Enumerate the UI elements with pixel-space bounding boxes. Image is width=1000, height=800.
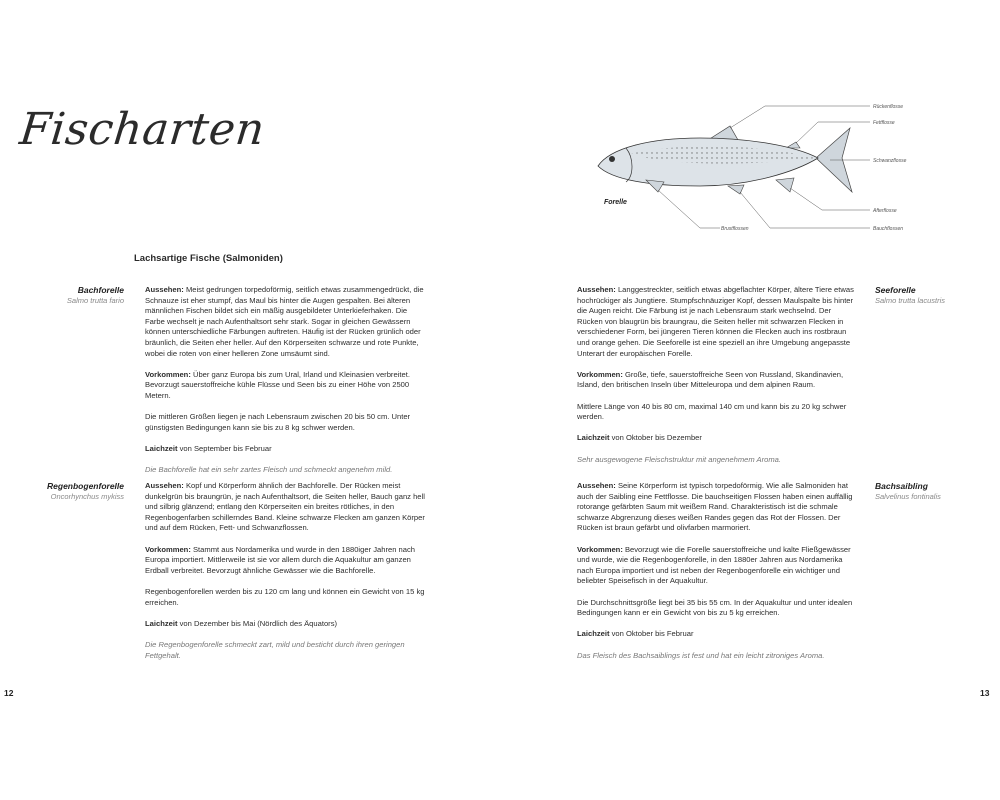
aussehen-paragraph: [145, 285, 425, 359]
vorkommen-text: Große, tiefe, sauerstoffreiche Seen von Russland, Skandinavien, Island, den britischen Inseln über Mitteleuropa und dem alpinen Raum.: [577, 369, 844, 390]
taste-note: Sehr ausgewogene Fleischstruktur mit angenehmem Aroma.: [577, 454, 782, 464]
species-label-regenbogenforelle: [14, 481, 124, 502]
aussehen-label: Aussehen:: [145, 285, 184, 294]
vorkommen-paragraph: [577, 370, 857, 391]
aussehen-label: Aussehen:: [145, 481, 184, 490]
laichzeit-label: Laichzeit: [145, 618, 178, 628]
trout-diagram: [590, 96, 920, 236]
species-name: Bachsaibling: [875, 481, 928, 491]
trout-illustration: [598, 126, 852, 194]
aussehen-text: Langgestreckter, seitlich etwas abgeflachter Körper, ältere Tiere etwas hochrückiger als Jungtiere. Stumpfschnäuziger Kopf, dessen Maulspalte bis hinter die Augen reicht. Die Färbung ist je nach Lebensraum stark wechselnd. Der Rücken von blaugrün bis braungrau, die Seiten heller mit schwarzen Flecken in verschiedener Form, bei jüngeren Tieren können die Flecken auch ins rostbraun und orange gehen. Die Seeforelle ist eine speziell an ihre Umgebung angepasste Unterart der europäischen Forelle.: [577, 285, 854, 358]
vorkommen-text: Bevorzugt wie die Forelle sauerstoffreiche und kalte Fließgewässer und wurde, wie die Regenbogenforelle, in den 1880er Jahren aus Nordamerika nach Europa importiert und ist neben der Regenbogenforelle ein wichtiger und beliebter Speisefisch in der Aquakultur.: [577, 544, 851, 586]
vorkommen-paragraph: [145, 545, 425, 577]
laichzeit-text: von September bis Februar: [177, 443, 272, 453]
laichzeit-text: von Oktober bis Dezember: [609, 433, 702, 443]
diagram-fish-name: Forelle: [604, 199, 627, 206]
page-number-left: 12: [4, 688, 14, 698]
laichzeit-paragraph: [145, 619, 425, 630]
diagram-label-fettflosse: Fettflosse: [873, 120, 895, 126]
species-latin: Salvelinus fontinalis: [875, 492, 941, 501]
taste-note: Das Fleisch des Bachsaiblings ist fest und hat ein leicht zitroniges Aroma.: [577, 650, 825, 660]
vorkommen-text: Über ganz Europa bis zum Ural, Irland und Kleinasien verbreitet. Bevorzugt sauerstoffreiche kühle Flüsse und Seen bis zu einer Höhe von 2500 Metern.: [145, 369, 410, 400]
laichzeit-text: von Dezember bis Mai (Nördlich des Äquators): [177, 618, 338, 628]
laichzeit-label: Laichzeit: [577, 433, 610, 443]
vorkommen-label: Vorkommen:: [145, 544, 191, 554]
vorkommen-label: Vorkommen:: [577, 369, 623, 379]
species-label-seeforelle: [875, 285, 985, 306]
species-label-bachforelle: [14, 285, 124, 306]
diagram-label-afterflosse: Afterflosse: [873, 208, 897, 214]
aussehen-paragraph: [577, 285, 857, 359]
laichzeit-paragraph: [145, 444, 425, 455]
page-title: Fischarten: [17, 104, 268, 155]
species-latin: Salmo trutta fario: [66, 296, 124, 305]
species-text-regenbogenforelle: [145, 481, 425, 672]
laichzeit-label: Laichzeit: [577, 629, 610, 639]
diagram-label-brustflossen: Brustflossen: [721, 226, 749, 232]
groesse-paragraph: Mittlere Länge von 40 bis 80 cm, maximal 140 cm und kann bis zu 20 kg schwer werden.: [577, 401, 847, 422]
vorkommen-text: Stammt aus Nordamerika und wurde in den 1880iger Jahren nach Europa importiert. Mittlerweile ist sie vor allem durch die Aquakultur am ganzen Erdball verbreitet. Bevorzugt ähnliche Gewässer wie die Bachforelle.: [145, 544, 416, 575]
aussehen-label: Aussehen:: [577, 481, 616, 490]
laichzeit-label: Laichzeit: [145, 443, 178, 453]
species-name: Seeforelle: [875, 285, 916, 295]
species-text-seeforelle: [577, 285, 857, 476]
species-name: Bachforelle: [77, 285, 124, 295]
section-title: Lachsartige Fische (Salmoniden): [134, 253, 283, 264]
aussehen-text: Kopf und Körperform ähnlich der Bachforelle. Der Rücken meist dunkelgrün bis braungrün, je nach Aufenthaltsort, die Seiten heller, Bauch ganz hell und silbrig glänzend; entlang den Körperseiten ein breites rötliches, in den Regenbogenfarben schillerndes Band. Kleine schwarze Flecken am ganzen Körper und auf dem Rücken, Fett- und Schwanzflossen.: [145, 481, 425, 533]
aussehen-paragraph: [577, 481, 857, 534]
laichzeit-text: von Oktober bis Februar: [609, 629, 694, 639]
species-name: Regenbogenforelle: [47, 481, 124, 491]
aussehen-text: Meist gedrungen torpedoförmig, seitlich etwas zusammengedrückt, die Schnauze ist eher stumpf, das Maul bis hinter die Augen gespalten. Bei älteren männlichen Fischen bildet sich ein mäßig ausgebildeter Unterkieferhaken. Die Farbe wechselt je nach Aufenthaltsort sehr stark. Sogar in gleichen Gewässern können unterschiedliche Färbungen auftreten. Häufig ist der Rücken grünlich oder bräunlich, die Seiten eher heller. Auf den Körperseiten schwarze und rote Punkte, wobei die roten von einer helleren Zone umsäumt sind.: [145, 285, 424, 358]
taste-note: Die Bachforelle hat ein sehr zartes Fleisch und schmeckt angenehm mild.: [145, 465, 393, 475]
aussehen-text: Seine Körperform ist typisch torpedoförmig. Wie alle Salmoniden hat auch der Saibling eine Fettflosse. Die bauchseitigen Flossen haben einen auffällig rotorange gefärbten Saum mit weißem Rand. Charakteristisch ist die schmale schwarze Abgrenzung dieses weißen Randes gegen das Rot der Flossen. Der Rücken ist braun gefärbt und olivfarben marmoriert.: [577, 481, 853, 533]
vorkommen-paragraph: [145, 370, 425, 402]
groesse-paragraph: Regenbogenforellen werden bis zu 120 cm lang und können ein Gewicht von 15 kg erreichen.: [145, 586, 425, 607]
species-text-bachsaibling: [577, 481, 857, 672]
aussehen-label: Aussehen:: [577, 285, 616, 294]
vorkommen-label: Vorkommen:: [145, 369, 191, 379]
groesse-paragraph: Die Durchschnittsgröße liegt bei 35 bis 55 cm. In der Aquakultur und unter idealen Bedingungen kann er ein Gewicht von bis zu 5 kg erreichen.: [577, 597, 853, 618]
species-latin: Oncorhynchus mykiss: [50, 492, 124, 501]
taste-note: Die Regenbogenforelle schmeckt zart, mild und besticht durch ihren geringen Fettgehalt.: [145, 639, 405, 660]
page-number-right: 13: [980, 688, 990, 698]
groesse-paragraph: Die mittleren Größen liegen je nach Lebensraum zwischen 20 bis 50 cm. Unter günstigsten Bedingungen kann sie bis zu 8 kg schwer werden.: [145, 412, 411, 432]
laichzeit-paragraph: [577, 433, 857, 444]
diagram-label-schwanzflosse: Schwanzflosse: [873, 158, 907, 164]
aussehen-paragraph: [145, 481, 425, 534]
diagram-label-rueckenflosse: Rückenflosse: [873, 104, 904, 110]
species-label-bachsaibling: [875, 481, 985, 502]
species-text-bachforelle: [145, 285, 425, 486]
vorkommen-label: Vorkommen:: [577, 544, 623, 554]
species-latin: Salmo trutta lacustris: [875, 296, 946, 305]
diagram-label-bauchflossen: Bauchflossen: [873, 226, 904, 232]
vorkommen-paragraph: [577, 545, 857, 587]
laichzeit-paragraph: [577, 629, 857, 640]
